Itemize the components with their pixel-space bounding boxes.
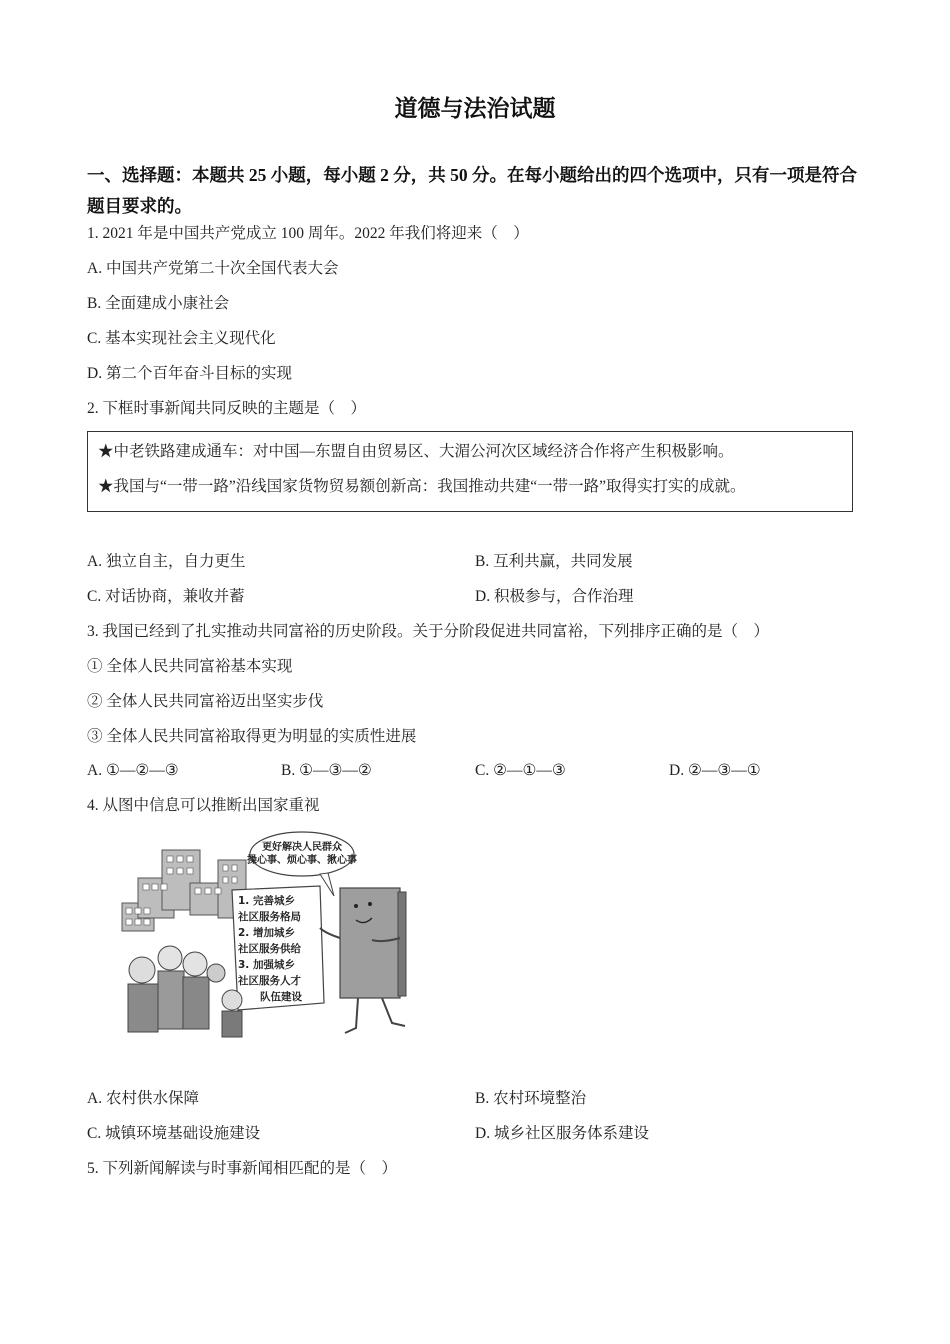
q2-option-b: B. 互利共赢，共同发展 [475, 553, 633, 570]
news-box [87, 431, 853, 512]
svg-text:社区服务人才: 社区服务人才 [238, 975, 301, 987]
question-1-stem: 1. 2021 年是中国共产党成立 100 周年。2022 年我们将迎来（ ） [87, 225, 529, 242]
q3-option-c: C. ②—①—③ [475, 762, 566, 779]
question-5-stem: 5. 下列新闻解读与时事新闻相匹配的是（ ） [87, 1160, 398, 1177]
question-2-stem: 2. 下框时事新闻共同反映的主题是（ ） [87, 400, 367, 417]
q1-option-d: D. 第二个百年奋斗目标的实现 [87, 365, 292, 382]
q1-option-a: A. 中国共产党第二十次全国代表大会 [87, 260, 339, 277]
q3-option-b: B. ①—③—② [281, 762, 372, 779]
q4-option-d: D. 城乡社区服务体系建设 [475, 1125, 649, 1142]
svg-text:社区服务格局: 社区服务格局 [238, 911, 301, 923]
question-3-stem: 3. 我国已经到了扎实推动共同富裕的历史阶段。关于分阶段促进共同富裕，下列排序正确的是（ ） [87, 623, 770, 640]
q1-option-c: C. 基本实现社会主义现代化 [87, 330, 276, 347]
q3-option-a: A. ①—②—③ [87, 762, 179, 779]
question-4-stem: 4. 从图中信息可以推断出国家重视 [87, 797, 320, 814]
svg-text:社区服务供给: 社区服务供给 [238, 943, 301, 955]
q2-option-c: C. 对话协商，兼收并蓄 [87, 588, 245, 605]
q4-option-b: B. 农村环境整治 [475, 1090, 587, 1107]
q3-option-d: D. ②—③—① [669, 762, 761, 779]
q2-option-a: A. 独立自主，自力更生 [87, 553, 246, 570]
cartoon-illustration [120, 828, 420, 1058]
page-title: 道德与法治试题 [394, 96, 556, 121]
svg-text:2. 增加城乡: 2. 增加城乡 [238, 927, 295, 939]
svg-text:队伍建设: 队伍建设 [260, 991, 302, 1003]
svg-text:1. 完善城乡: 1. 完善城乡 [238, 895, 295, 907]
svg-text:操心事、烦心事、揪心事: 操心事、烦心事、揪心事 [247, 855, 357, 866]
q1-option-b: B. 全面建成小康社会 [87, 295, 230, 312]
cartoon-svg [120, 828, 420, 1058]
q3-item-2: ② 全体人民共同富裕迈出坚实步伐 [87, 693, 324, 710]
svg-text:更好解决人民群众: 更好解决人民群众 [262, 842, 342, 853]
svg-text:3. 加强城乡: 3. 加强城乡 [238, 959, 295, 971]
q2-option-d: D. 积极参与，合作治理 [475, 588, 634, 605]
news-item-1: ★中老铁路建成通车：对中国—东盟自由贸易区、大湄公河次区域经济合作将产生积极影响。 [98, 443, 734, 460]
q4-option-c: C. 城镇环境基础设施建设 [87, 1125, 261, 1142]
section-heading: 一、选择题：本题共 25 小题，每小题 2 分，共 50 分。在每小题给出的四个选项中，只有一项是符合题目要求的。 [87, 165, 857, 216]
news-item-2: ★我国与“一带一路”沿线国家货物贸易额创新高：我国推动共建“一带一路”取得实打实的成就。 [98, 478, 746, 495]
q4-option-a: A. 农村供水保障 [87, 1090, 199, 1107]
q3-item-1: ① 全体人民共同富裕基本实现 [87, 658, 293, 675]
q3-item-3: ③ 全体人民共同富裕取得更为明显的实质性进展 [87, 728, 417, 745]
